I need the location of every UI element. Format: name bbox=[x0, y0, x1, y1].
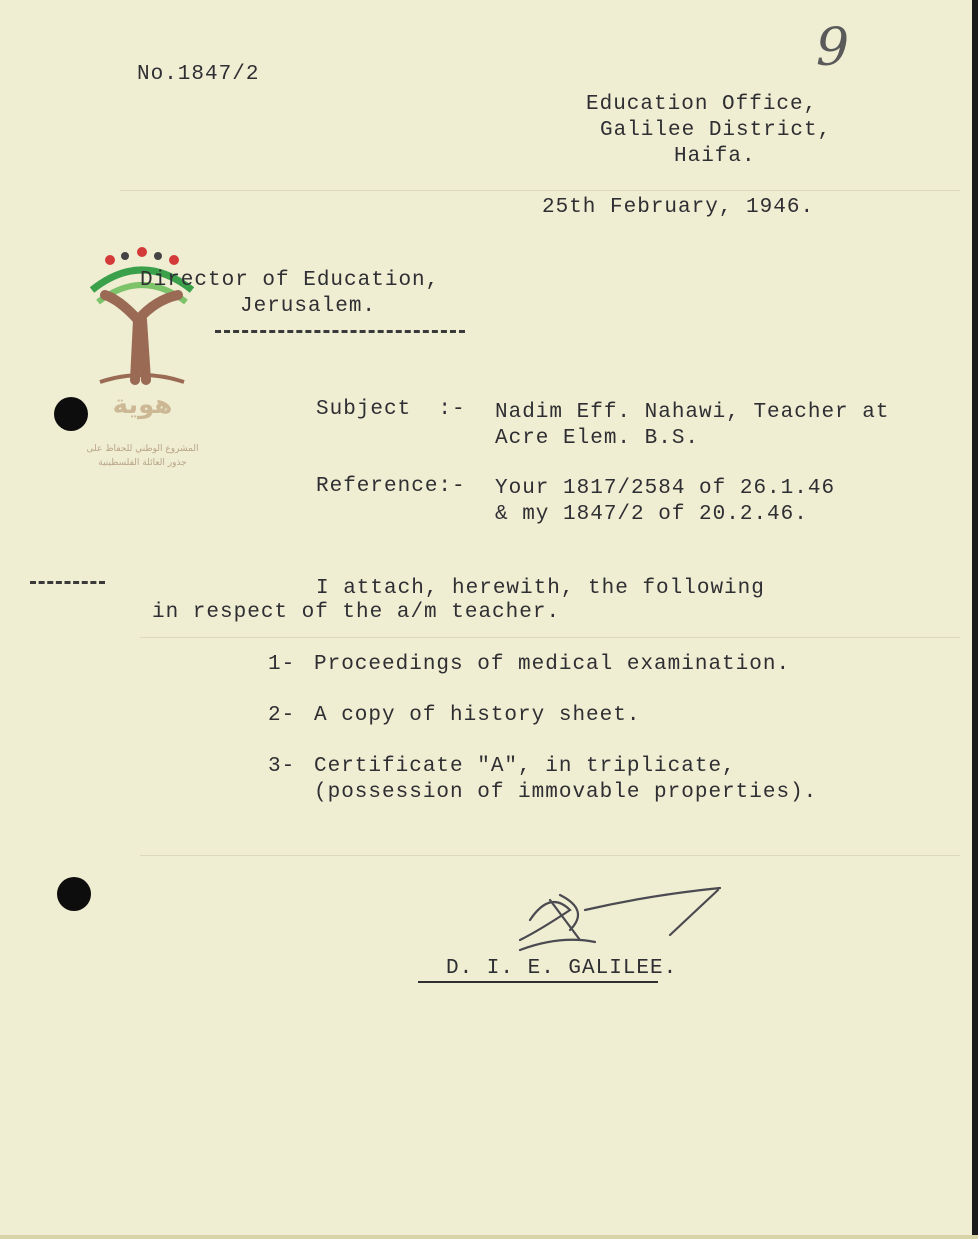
subject-line-2: Acre Elem. B.S. bbox=[495, 427, 700, 450]
signature-title: D. I. E. GALILEE. bbox=[446, 957, 678, 980]
watermark-brand: هوية bbox=[112, 390, 173, 420]
letter-date: 25th February, 1946. bbox=[542, 196, 815, 219]
subject-line-1: Nadim Eff. Nahawi, Teacher at bbox=[495, 401, 890, 424]
item-text: A copy of history sheet. bbox=[314, 704, 641, 727]
addressee-line-1: Director of Education, bbox=[140, 269, 440, 292]
sender-line-2: Galilee District, bbox=[600, 119, 832, 142]
item-number: 2- bbox=[268, 704, 296, 727]
item-number: 3- bbox=[268, 755, 296, 778]
paper-fold bbox=[120, 190, 960, 191]
paper-fold bbox=[140, 855, 960, 856]
reference-line-2: & my 1847/2 of 20.2.46. bbox=[495, 503, 808, 526]
item-number: 1- bbox=[268, 653, 296, 676]
punch-hole bbox=[54, 397, 88, 431]
body-line-1: I attach, herewith, the following bbox=[316, 577, 765, 600]
scan-edge bbox=[0, 1235, 978, 1239]
reference-line-1: Your 1817/2584 of 26.1.46 bbox=[495, 477, 836, 500]
punch-hole bbox=[57, 877, 91, 911]
watermark-text-1: المشروع الوطني للحفاظ على bbox=[86, 444, 199, 454]
body-line-2: in respect of the a/m teacher. bbox=[152, 601, 561, 624]
addressee-underline bbox=[215, 330, 465, 333]
subject-label: Subject :- bbox=[316, 398, 466, 421]
sender-line-1: Education Office, bbox=[586, 93, 818, 116]
margin-dash bbox=[30, 581, 105, 584]
sender-line-3: Haifa. bbox=[674, 145, 756, 168]
handwritten-signature bbox=[500, 880, 730, 960]
item-text: Certificate "A", in triplicate, bbox=[314, 755, 736, 778]
reference-label: Reference:- bbox=[316, 475, 466, 498]
reference-number: No.1847/2 bbox=[137, 63, 260, 86]
item-text: Proceedings of medical examination. bbox=[314, 653, 791, 676]
item-text-continued: (possession of immovable properties). bbox=[314, 781, 818, 804]
addressee-line-2: Jerusalem. bbox=[240, 295, 377, 318]
handwritten-page-number: 9 bbox=[816, 18, 850, 78]
watermark-text-2: جذور العائلة الفلسطينية bbox=[98, 458, 187, 468]
scan-edge bbox=[972, 0, 978, 1239]
signature-underline bbox=[418, 981, 658, 983]
paper-fold bbox=[140, 637, 960, 638]
tree-icon bbox=[80, 240, 205, 390]
